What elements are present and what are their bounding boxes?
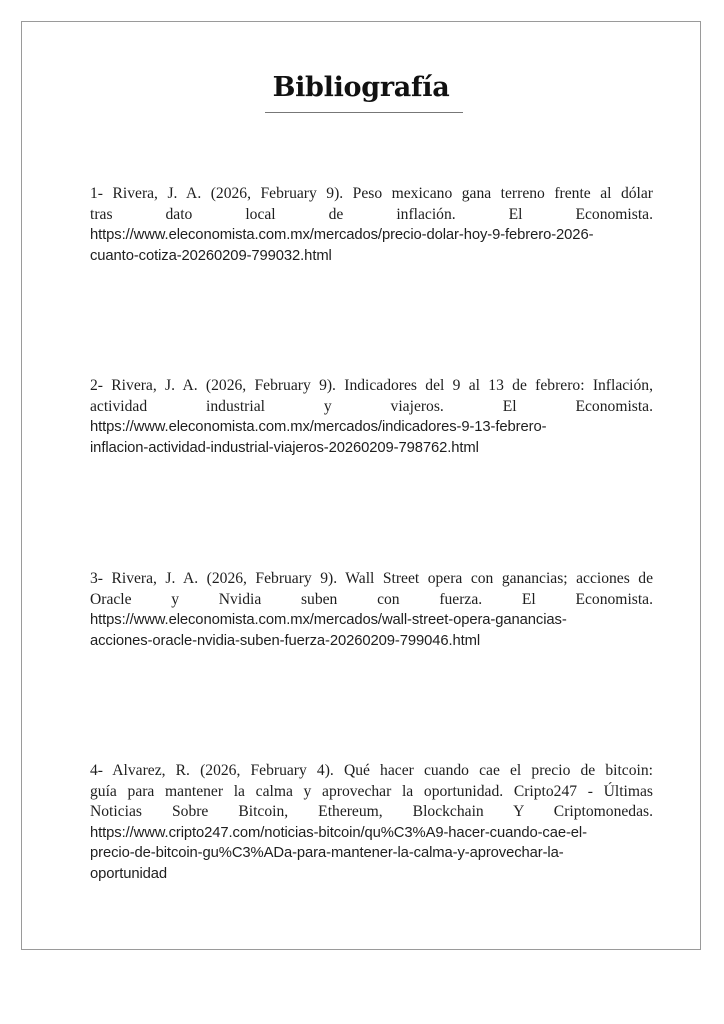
citation-text-line: 3- Rivera, J. A. (2026, February 9). Wall Street opera con ganancias; acciones de [90, 570, 653, 587]
reference-url-link[interactable]: https://www.eleconomista.com.mx/mercados/indicadores-9-13-febrero- [90, 419, 547, 435]
bibliography-entry [90, 761, 653, 884]
bibliography-entry [90, 569, 653, 651]
reference-url-link[interactable]: https://www.eleconomista.com.mx/mercados/precio-dolar-hoy-9-febrero-2026- [90, 227, 594, 243]
document-page [21, 21, 701, 950]
citation-text-line: guía para mantener la calma y aprovechar la oportunidad. Cripto247 - Últimas [90, 782, 653, 800]
reference-url-link[interactable]: https://www.eleconomista.com.mx/mercados/wall-street-opera-ganancias- [90, 612, 567, 628]
reference-url-link[interactable]: oportunidad [90, 865, 168, 882]
reference-url-link[interactable]: cuanto-cotiza-20260209-799032.html [90, 247, 332, 264]
citation-text-line: 2- Rivera, J. A. (2026, February 9). Indicadores del 9 al 13 de febrero: Inflación, [90, 377, 653, 394]
citation-text-line: 1- Rivera, J. A. (2026, February 9). Peso mexicano gana terreno frente al dólar [90, 185, 653, 202]
reference-url-link[interactable]: inflacion-actividad-industrial-viajeros-20260209-798762.html [90, 439, 479, 456]
citation-text-line: 4- Alvarez, R. (2026, February 4). Qué hacer cuando cae el precio de bitcoin: [90, 762, 653, 779]
citation-text-line: actividad industrial y viajeros. El Economista. [90, 397, 653, 415]
reference-url-link[interactable]: acciones-oracle-nvidia-suben-fuerza-20260209-799046.html [90, 632, 481, 649]
page-title: Bibliografía [272, 72, 450, 103]
bibliography-entry [90, 376, 653, 458]
citation-text-line: tras dato local de inflación. El Economista. [90, 205, 653, 223]
citation-text-line: Noticias Sobre Bitcoin, Ethereum, Blockchain Y Criptomonedas. [90, 803, 653, 820]
reference-url-link[interactable]: precio-de-bitcoin-gu%C3%ADa-para-mantener-la-calma-y-aprovechar-la- [90, 845, 564, 861]
citation-text-line: Oracle y Nvidia suben con fuerza. El Economista. [90, 590, 653, 608]
title-underline-divider [265, 112, 463, 113]
bibliography-entry [90, 184, 653, 266]
reference-url-link[interactable]: https://www.cripto247.com/noticias-bitcoin/qu%C3%A9-hacer-cuando-cae-el- [90, 824, 587, 841]
